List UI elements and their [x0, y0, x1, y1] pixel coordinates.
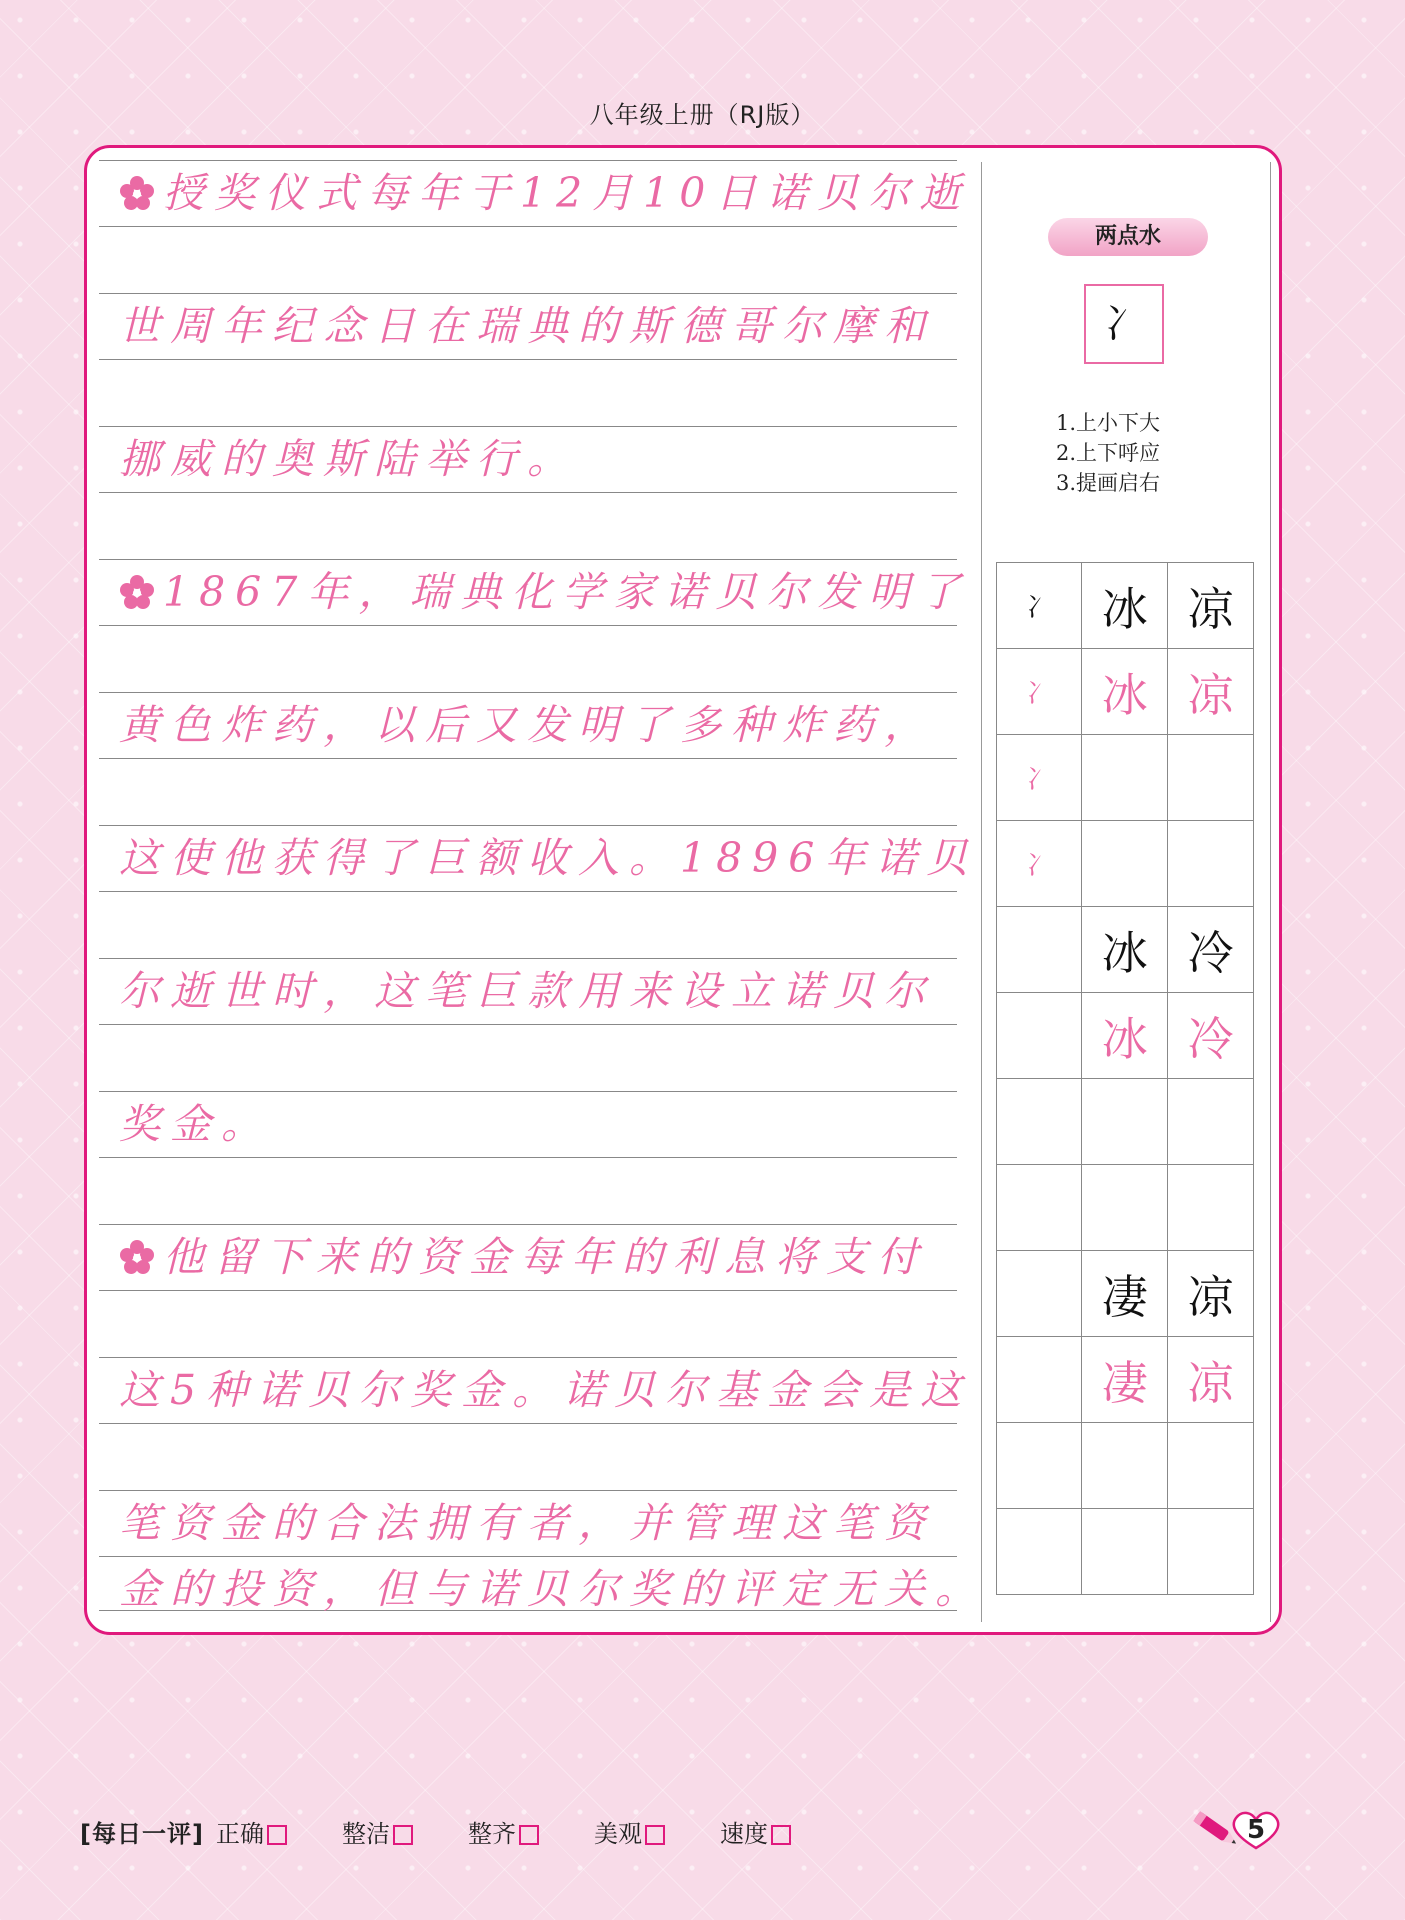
grid-cell: 凉	[1168, 649, 1254, 735]
radical-name-badge: 两点水	[1048, 218, 1208, 256]
writing-tips	[1056, 408, 1160, 498]
grid-cell	[1082, 821, 1168, 907]
grid-cell	[1168, 735, 1254, 821]
grid-cell: 凉	[1168, 563, 1254, 649]
grid-cell	[1082, 1079, 1168, 1165]
daily-evaluation-label: [每日一评]	[80, 1820, 204, 1848]
text-line: 金的投资，但与诺贝尔奖的评定无关。	[119, 1565, 986, 1613]
grid-cell: 冰	[1082, 649, 1168, 735]
text-line-content: 1867年，瑞典化学家诺贝尔发明了	[163, 568, 971, 616]
grid-cell	[1082, 1423, 1168, 1509]
grid-cell	[1168, 1165, 1254, 1251]
grid-cell: 冫	[997, 649, 1082, 735]
grid-cell: 冰	[1082, 563, 1168, 649]
ruled-line	[99, 758, 957, 759]
grid-row	[997, 1509, 1254, 1595]
checkbox[interactable]	[393, 1825, 413, 1845]
grid-cell	[1168, 1509, 1254, 1595]
text-line-content: 他留下来的资金每年的利息将支付	[163, 1233, 928, 1281]
grid-row	[997, 1423, 1254, 1509]
criterion-tidy	[468, 1814, 539, 1849]
grid-cell	[997, 1423, 1082, 1509]
text-line	[119, 160, 971, 226]
grid-row	[997, 821, 1254, 907]
text-line-content: 授奖仪式每年于12月10日诺贝尔逝	[163, 169, 971, 217]
text-line	[119, 559, 971, 625]
grid-row	[997, 1337, 1254, 1423]
tip-item: 2.上下呼应	[1056, 441, 1161, 465]
grid-row	[997, 563, 1254, 649]
ruled-line	[99, 625, 957, 626]
criterion-neat	[342, 1814, 413, 1849]
text-line	[119, 1224, 959, 1290]
grid-cell: 凉	[1168, 1251, 1254, 1337]
grid-cell: 冫	[997, 821, 1082, 907]
criterion-speed	[720, 1814, 791, 1849]
text-line: 笔资金的合法拥有者，并管理这笔资	[119, 1499, 935, 1547]
grid-cell: 冷	[1168, 993, 1254, 1079]
flower-bullet-icon	[119, 175, 155, 211]
grid-cell: 冷	[1168, 907, 1254, 993]
checkbox[interactable]	[645, 1825, 665, 1845]
ruled-line	[99, 492, 957, 493]
character-practice-grid	[996, 562, 1254, 1595]
text-line: 世周年纪念日在瑞典的斯德哥尔摩和	[119, 302, 935, 350]
tip-item: 1.上小下大	[1056, 411, 1161, 435]
ruled-line	[99, 891, 957, 892]
criterion-label: 整洁	[342, 1820, 390, 1848]
criterion-correct	[216, 1814, 287, 1849]
grid-cell	[1168, 1079, 1254, 1165]
grid-row	[997, 649, 1254, 735]
text-line: 这5种诺贝尔奖金。诺贝尔基金会是这	[119, 1366, 972, 1414]
checkbox[interactable]	[519, 1825, 539, 1845]
criterion-label: 整齐	[468, 1820, 516, 1848]
grid-cell	[997, 1079, 1082, 1165]
grid-cell	[1168, 821, 1254, 907]
grid-cell	[997, 1337, 1082, 1423]
tip-item: 3.提画启右	[1056, 471, 1161, 495]
grid-cell: 冰	[1082, 907, 1168, 993]
ruled-line	[99, 1024, 957, 1025]
criterion-label: 正确	[216, 1820, 264, 1848]
grid-cell	[1082, 735, 1168, 821]
grid-cell: 凉	[1168, 1337, 1254, 1423]
page-header-title: 八年级上册（RJ版）	[589, 101, 816, 129]
grid-cell: 冰	[1082, 993, 1168, 1079]
grid-row	[997, 1165, 1254, 1251]
checkbox[interactable]	[771, 1825, 791, 1845]
grid-cell	[997, 1251, 1082, 1337]
radical-practice-panel	[981, 162, 1271, 1622]
grid-cell	[997, 907, 1082, 993]
grid-row	[997, 1251, 1254, 1337]
grid-cell	[997, 1165, 1082, 1251]
writing-area	[99, 160, 986, 1620]
ruled-line	[99, 226, 957, 227]
criterion-label: 速度	[720, 1820, 768, 1848]
daily-evaluation-footer	[80, 1810, 1280, 1850]
grid-row	[997, 1079, 1254, 1165]
ruled-line	[99, 1157, 957, 1158]
grid-cell	[1082, 1509, 1168, 1595]
content-frame	[84, 145, 1282, 1635]
grid-row	[997, 907, 1254, 993]
grid-cell: 冫	[997, 563, 1082, 649]
checkbox[interactable]	[267, 1825, 287, 1845]
grid-cell: 凄	[1082, 1337, 1168, 1423]
page-number: 5	[1246, 1815, 1266, 1845]
grid-cell: 凄	[1082, 1251, 1168, 1337]
text-line: 这使他获得了巨额收入。1896年诺贝	[119, 834, 978, 882]
flower-bullet-icon	[119, 1239, 155, 1275]
grid-cell	[1168, 1423, 1254, 1509]
grid-cell	[997, 1509, 1082, 1595]
text-line: 奖金。	[119, 1100, 272, 1148]
grid-cell	[997, 993, 1082, 1079]
text-line: 尔逝世时，这笔巨款用来设立诺贝尔	[119, 967, 935, 1015]
radical-character-box: 冫	[1084, 284, 1164, 364]
criterion-beautiful	[594, 1814, 665, 1849]
grid-row	[997, 993, 1254, 1079]
ruled-line	[99, 1290, 957, 1291]
grid-row	[997, 735, 1254, 821]
grid-cell: 冫	[997, 735, 1082, 821]
text-line: 挪威的奥斯陆举行。	[119, 435, 578, 483]
text-line: 黄色炸药，以后又发明了多种炸药，	[119, 701, 935, 749]
criterion-label: 美观	[594, 1820, 642, 1848]
ruled-line	[99, 359, 957, 360]
flower-bullet-icon	[119, 574, 155, 610]
ruled-line	[99, 1423, 957, 1424]
grid-cell	[1082, 1165, 1168, 1251]
